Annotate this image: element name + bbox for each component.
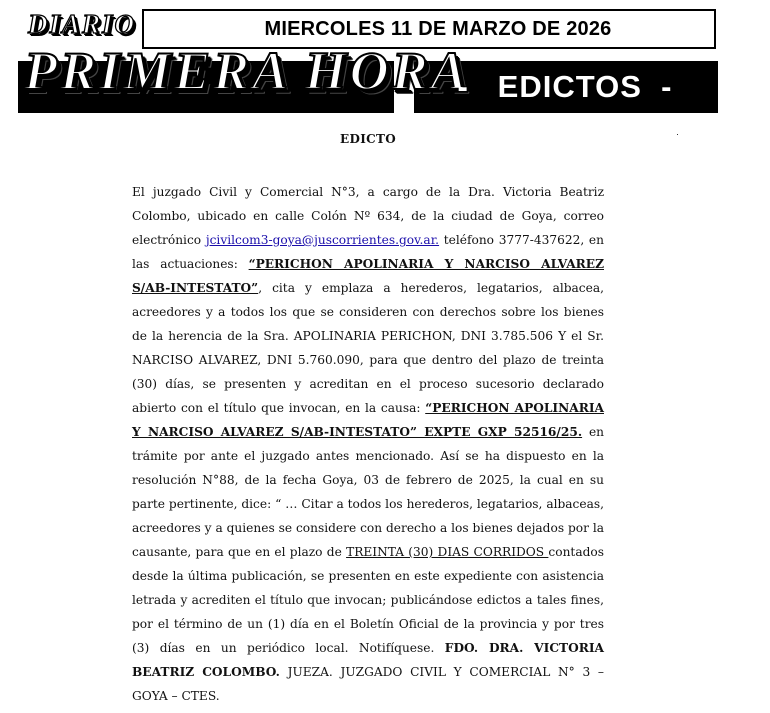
brand-small-logo: DIARIO (28, 9, 137, 39)
case-title-second: “PERICHON APOLINARIA Y NARCISO ALVAREZ S/AB-INTESTATO” EXPTE GXP 52516/25. (132, 401, 604, 439)
document-heading: EDICTO (340, 132, 396, 146)
body-text-5: contados desde la última publicación, se presenten en este expediente con asistencia letrada y acrediten el título que invocan; publicándose edictos a tales fines, por el término de un (1) día en el Boletín Oficial de la provincia y por tres (3) días en un periódico local. Notifíquese. (132, 545, 604, 655)
signature: FDO. DRA. VICTORIA BEATRIZ COLOMBO. (132, 641, 605, 679)
body-text-6: JUEZA. JUZGADO CIVIL Y COMERCIAL N° 3 – GOYA – CTES. (132, 665, 604, 703)
court-email-link[interactable]: jcivilcom3-goya@juscorrientes.gov.ar. (205, 233, 440, 247)
body-text-1: El juzgado Civil y Comercial N°3, a cargo de la Dra. Victoria Beatriz Colombo, ubicado en calle Colón Nº 634, de la ciudad de Goya, correo electrónico (132, 185, 604, 247)
body-text-2: teléfono 3777-437622, en las actuaciones: (132, 233, 604, 271)
section-banner: - EDICTOS - (457, 69, 673, 104)
publication-date: MIERCOLES 11 DE MARZO DE 2026 (142, 9, 716, 49)
masthead (18, 9, 718, 113)
edict-body (132, 180, 604, 708)
body-text-3: , cita y emplaza a herederos, legatarios, albacea, acreedores y a todos los que se consideren con derechos sobre los bienes de la herencia de la Sra. APOLINARIA PERICHON, DNI 3.785.506 Y el Sr. NARCISO ALVAREZ, DNI 5.760.090, para que dentro del plazo de treinta (30) días, se presenten y acreditan en el proceso sucesorio declarado abierto con el título que invocan, en la causa: (132, 281, 604, 415)
case-title-first: “PERICHON APOLINARIA Y NARCISO ALVAREZ S/AB-INTESTATO” (132, 257, 604, 295)
brand-logo: PRIMERA HORA (24, 41, 470, 101)
body-text-4: en trámite por ante el juzgado antes mencionado. Así se ha dispuesto en la resolución N°88, de la fecha Goya, 03 de febrero de 2025, la cual en su parte pertinente, dice: “ … Citar a todos los herederos, legatarios, albaceas, acreedores y a quienes se considere con derecho a los bienes dejados por la causante, para que en el plazo de (132, 425, 605, 559)
term-period: TREINTA (30) DIAS CORRIDOS (346, 545, 549, 559)
